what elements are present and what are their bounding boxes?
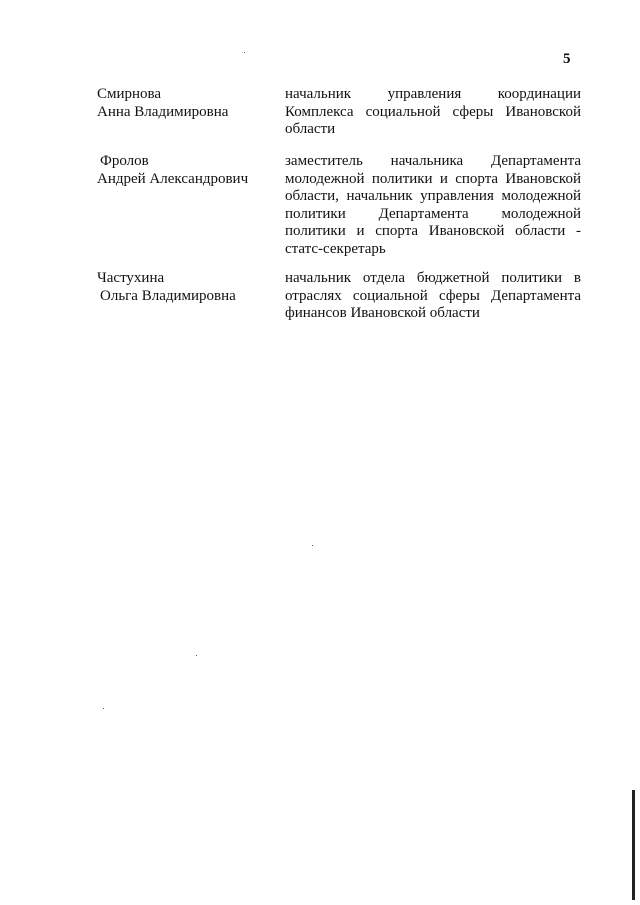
member-given-name: Андрей Александрович (97, 170, 249, 187)
scan-edge-mark (632, 790, 635, 900)
position-line: начальник отдела бюджетной политики в (285, 270, 581, 286)
position-line: политики и спорта Ивановской области - (285, 223, 581, 239)
member-given-name: Ольга Владимировна (100, 287, 236, 304)
position-line: молодежной политики и спорта Ивановской (285, 170, 581, 187)
scan-speck (103, 708, 104, 709)
member-surname: Смирнова (97, 86, 162, 102)
scan-speck (196, 655, 197, 656)
position-line: статс-секретарь (285, 240, 386, 257)
position-line: заместитель начальника Департамента (285, 153, 581, 169)
position-line: финансов Ивановской области (285, 305, 480, 321)
position-line: области, начальник управления молодежной (285, 188, 581, 204)
member-position (285, 270, 581, 323)
member-given-name: Анна Владимировна (97, 103, 229, 120)
member-name (97, 270, 272, 305)
page-number: 5 (563, 51, 571, 67)
position-line: начальник управления координации (285, 86, 581, 102)
scan-speck (312, 545, 313, 546)
member-name (97, 153, 272, 188)
member-surname: Частухина (97, 270, 165, 286)
position-line: отраслях социальной сферы Департамента (285, 287, 581, 304)
position-line: области (285, 121, 336, 137)
member-position (285, 86, 581, 139)
scan-speck (244, 52, 245, 53)
position-line: Комплекса социальной сферы Ивановской (285, 103, 581, 120)
member-name (97, 86, 272, 121)
member-position (285, 153, 581, 258)
member-surname: Фролов (100, 153, 149, 169)
position-line: политики Департамента молодежной (285, 205, 581, 222)
